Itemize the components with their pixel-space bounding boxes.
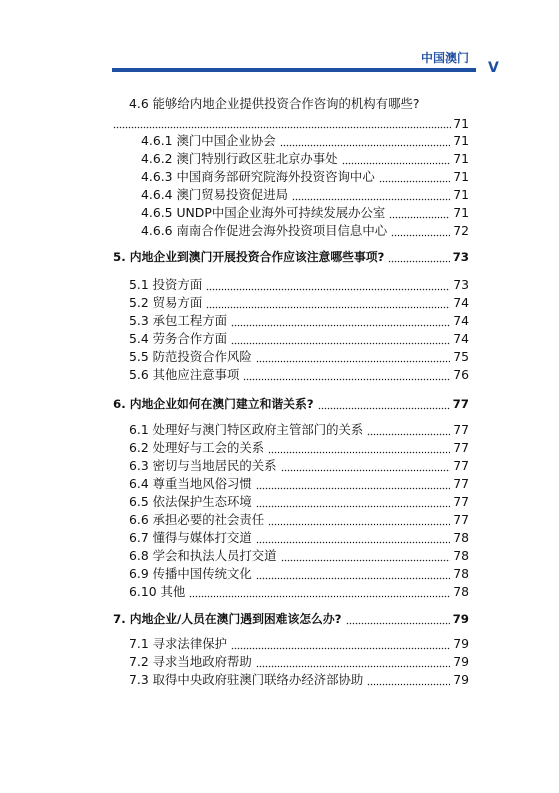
toc-entry-label: 6.9 传播中国传统文化 <box>129 566 252 581</box>
toc-entry-label: 4.6.5 UNDP中国企业海外可持续发展办公室 <box>141 205 386 220</box>
running-header-title: 中国澳门 <box>420 51 469 65</box>
toc-entry-label: 4.6.4 澳门贸易投资促进局 <box>141 187 288 202</box>
toc-entry-5[interactable] <box>129 275 469 293</box>
toc-entry-label: 5.3 承包工程方面 <box>129 313 227 328</box>
dot-leader <box>281 458 451 472</box>
toc-section-6[interactable] <box>113 394 469 412</box>
toc-page-number: 78 <box>453 548 469 563</box>
toc-entry-label: 7.3 取得中央政府驻澳门联络办经济部协助 <box>129 672 364 687</box>
toc-page-number: 71 <box>453 187 469 202</box>
dot-leader <box>367 672 450 686</box>
toc-section-7[interactable] <box>113 609 469 627</box>
dot-leader <box>256 530 450 544</box>
dot-leader <box>389 205 450 219</box>
toc-section-label: 5. 内地企业到澳门开展投资合作应该注意哪些事项? <box>113 250 385 264</box>
toc-entry-label: 6.1 处理好与澳门特区政府主管部门的关系 <box>129 422 364 437</box>
toc-entry-label: 5.6 其他应注意事项 <box>129 367 240 382</box>
toc-entry-label: 6.6 承担必要的社会责任 <box>129 512 265 527</box>
toc-page-number: 79 <box>453 672 469 687</box>
toc-entry-6[interactable] <box>129 528 469 546</box>
toc-page-number: 71 <box>453 169 469 184</box>
toc-entry-label: 6.4 尊重当地风俗习惯 <box>129 476 252 491</box>
toc-entry-6[interactable] <box>129 492 469 510</box>
toc-entry-6[interactable] <box>129 420 469 438</box>
toc-entry-6[interactable] <box>129 582 469 600</box>
toc-subentry[interactable] <box>141 221 469 239</box>
toc-page-number: 78 <box>453 530 469 545</box>
toc-entry-label: 4.6.1 澳门中国企业协会 <box>141 133 276 148</box>
dot-leader <box>206 295 450 309</box>
toc-page-number: 77 <box>453 512 469 527</box>
toc-section-5[interactable] <box>113 247 469 265</box>
dot-leader <box>113 115 451 129</box>
dot-leader <box>231 636 450 650</box>
toc-page-number: 77 <box>453 494 469 509</box>
toc-page-number: 74 <box>453 295 469 310</box>
dot-leader <box>231 313 450 327</box>
toc-section-label: 7. 内地企业/人员在澳门遇到困难该怎么办? <box>113 612 342 626</box>
toc-entry-label: 6.2 处理好与工会的关系 <box>129 440 265 455</box>
toc-page-number: 76 <box>453 367 469 382</box>
toc-page-number: 77 <box>453 476 469 491</box>
toc-page-number: 74 <box>453 313 469 328</box>
toc-entry-6[interactable] <box>129 456 469 474</box>
toc-page-number: 74 <box>453 331 469 346</box>
dot-leader <box>243 367 450 381</box>
toc-page-number: 72 <box>453 223 469 238</box>
dot-leader <box>292 187 450 201</box>
toc-entry-7[interactable] <box>129 634 469 652</box>
toc-entry-label: 7.1 寻求法律保护 <box>129 636 227 651</box>
toc-entry-label: 6.5 依法保护生态环境 <box>129 494 252 509</box>
dot-leader <box>256 476 450 490</box>
toc-entry-4-6-page: 71 <box>453 116 469 131</box>
toc-page-number: 73 <box>452 250 469 264</box>
toc-subentry[interactable] <box>141 149 469 167</box>
toc-entry-label: 5.5 防范投资合作风险 <box>129 349 252 364</box>
toc-entry-7[interactable] <box>129 652 469 670</box>
toc-page-number: 71 <box>453 205 469 220</box>
toc-entry-label: 4.6.3 中国商务部研究院海外投资咨询中心 <box>141 169 375 184</box>
dot-leader <box>256 349 450 363</box>
toc-page-number: 77 <box>453 458 469 473</box>
toc-entry-6[interactable] <box>129 474 469 492</box>
toc-entry-label: 7.2 寻求当地政府帮助 <box>129 654 252 669</box>
dot-leader <box>206 277 450 291</box>
toc-entry-label: 4.6.2 澳门特别行政区驻北京办事处 <box>141 151 338 166</box>
toc-page-number: 71 <box>453 133 469 148</box>
toc-page-number: 78 <box>453 566 469 581</box>
toc-page-number: 75 <box>453 349 469 364</box>
toc-subentry[interactable] <box>141 185 469 203</box>
toc-entry-6[interactable] <box>129 564 469 582</box>
dot-leader <box>189 584 450 598</box>
page-number: V <box>488 60 499 76</box>
toc-entry-label: 5.2 贸易方面 <box>129 295 203 310</box>
toc-subentry[interactable] <box>141 167 469 185</box>
dot-leader <box>256 566 450 580</box>
toc-entry-6[interactable] <box>129 510 469 528</box>
toc-entry-6[interactable] <box>129 438 469 456</box>
dot-leader <box>268 512 450 526</box>
toc-page-number: 79 <box>453 654 469 669</box>
toc-entry-5[interactable] <box>129 347 469 365</box>
toc-page-number: 73 <box>453 277 469 292</box>
toc-subentry[interactable] <box>141 203 469 221</box>
dot-leader <box>256 654 450 668</box>
toc-page-number: 79 <box>452 612 469 626</box>
dot-leader <box>388 249 449 263</box>
toc-entry-5[interactable] <box>129 329 469 347</box>
toc-entry-7[interactable] <box>129 670 469 688</box>
toc-page-number: 77 <box>453 422 469 437</box>
dot-leader <box>281 548 451 562</box>
toc-entry-label: 5.1 投资方面 <box>129 277 203 292</box>
dot-leader <box>256 494 450 508</box>
toc-entry-4-6-label[interactable]: 4.6 能够给内地企业提供投资合作咨询的机构有哪些? <box>129 96 420 111</box>
dot-leader <box>391 223 450 237</box>
toc-page-number: 79 <box>453 636 469 651</box>
toc-page-number: 77 <box>453 440 469 455</box>
dot-leader <box>280 133 451 147</box>
dot-leader <box>379 169 451 183</box>
toc-entry-label: 4.6.6 南南合作促进会海外投资项目信息中心 <box>141 223 388 238</box>
toc-entry-label: 5.4 劳务合作方面 <box>129 331 227 346</box>
toc-entry-4-6-leader[interactable] <box>113 113 469 131</box>
toc-entry-label: 6.10 其他 <box>129 584 186 599</box>
toc-entry-5[interactable] <box>129 311 469 329</box>
dot-leader <box>231 331 450 345</box>
toc-entry-label: 6.7 懂得与媒体打交道 <box>129 530 252 545</box>
dot-leader <box>346 611 450 625</box>
toc-entry-5[interactable] <box>129 293 469 311</box>
toc-page-number: 78 <box>453 584 469 599</box>
dot-leader <box>268 440 450 454</box>
toc-page-number: 77 <box>452 397 469 411</box>
dot-leader <box>342 151 451 165</box>
toc-entry-label: 6.3 密切与当地居民的关系 <box>129 458 277 473</box>
toc-entry-5[interactable] <box>129 365 469 383</box>
toc-page-number: 71 <box>453 151 469 166</box>
header-rule <box>112 68 476 72</box>
toc-entry-6[interactable] <box>129 546 469 564</box>
dot-leader <box>318 396 450 410</box>
toc-section-label: 6. 内地企业如何在澳门建立和谐关系? <box>113 397 314 411</box>
dot-leader <box>367 422 450 436</box>
toc-subentry[interactable] <box>141 131 469 149</box>
toc-entry-label: 6.8 学会和执法人员打交道 <box>129 548 277 563</box>
